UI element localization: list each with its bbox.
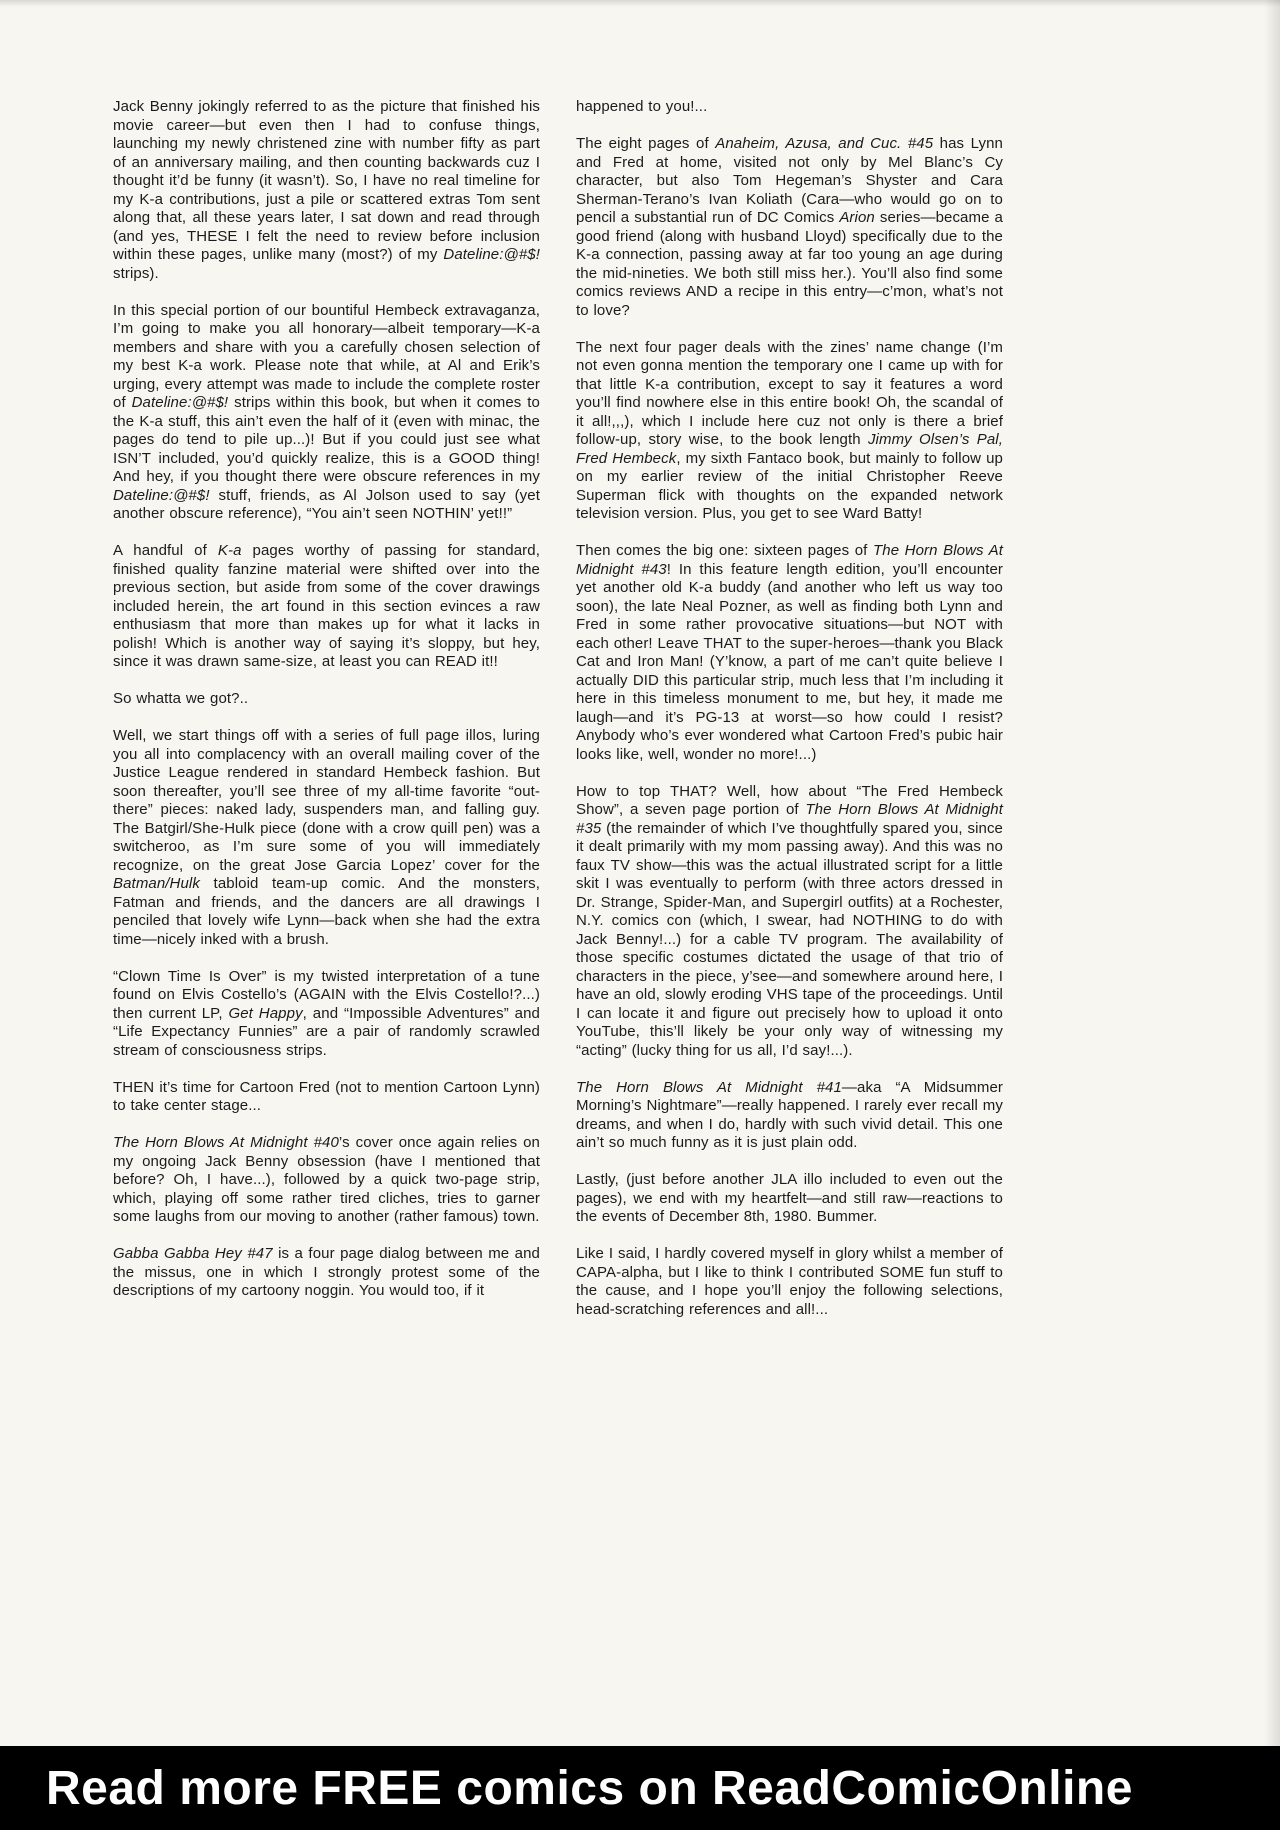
- text-segment: The Horn Blows At Midnight #40: [113, 1134, 339, 1151]
- text-segment: Anaheim, Azusa, and Cuc. #45: [715, 135, 934, 152]
- text-segment: Jack Benny jokingly referred to as the picture that finished his movie career—but even then I had to confuse things, launching my newly christened zine with number fifty as part of an anniversary mailing, and then counting backwards cuz I thought it’d be funny (it wasn’t). So, I have no real timeline for my K-a contributions, just a pile or scattered extras Tom sent along that, all these years later, I sat down and read through (and yes, THESE I felt the need to review before inclusion within these pages, unlike many (most?) of my: [113, 98, 540, 263]
- paragraph: [113, 690, 540, 709]
- paragraph: [113, 1079, 540, 1116]
- paragraph: [113, 968, 540, 1061]
- text-segment: —aka “A Midsummer Morning’s Nightmare”—really happened. I rarely ever recall my dreams, and when I do, hardly with such vivid detail. This one ain’t so much funny as it is just plain odd.: [576, 1078, 1003, 1151]
- paragraph: [113, 1134, 540, 1227]
- text-segment: happened to you!...: [576, 98, 708, 115]
- paragraph: [576, 1079, 1003, 1153]
- article-body: [113, 98, 1003, 1338]
- text-segment: has Lynn and Fred at home, visited not only by Mel Blanc’s Cy character, but also Tom Hegeman’s Shyster and Cara Sherman-Terano’s Ivan Koliath (Cara—who would go on to pencil a substantial run of DC Comics: [576, 135, 1003, 226]
- text-segment: stuff, friends, as Al Jolson used to say (yet another obscure reference), “You ain’t seen NOTHIN’ yet!!”: [113, 486, 540, 522]
- text-segment: strips within this book, but when it comes to the K-a stuff, this ain’t even the half of it (even with minac, the pages do tend to pile up...)! But if you could just see what ISN’T included, you’d quickly realize, this is a GOOD thing! And hey, if you thought there were obscure references in my: [113, 394, 541, 485]
- paragraph: [576, 1245, 1003, 1319]
- text-segment: ’s cover once again relies on my ongoing Jack Benny obsession (have I mentioned that before? Oh, I have...), followed by a quick two-page strip, which, playing off some rather tired cliches, tries to garner some laughs from our moving to another (rather famous) town.: [113, 1134, 540, 1225]
- text-segment: strips).: [113, 264, 159, 282]
- text-segment: Like I said, I hardly covered myself in glory whilst a member of CAPA-alpha, but I like to think I contributed SOME fun stuff to the cause, and I hope you’ll enjoy the following selections, head-scratching references and all!...: [576, 1245, 1003, 1318]
- text-segment: (the remainder of which I’ve thoughtfully spared you, since it dealt primarily with my mom passing away). And this was no faux TV show—this was the actual illustrated script for a little skit I was eventually to perform (with three actors dressed in Dr. Strange, Spider-Man, and Supergirl outfits) at a Rochester, N.Y. comics con (which, I swear, had NOTHING to do with Jack Benny!...) for a cable TV program. The availability of those specific costumes dictated the usage of that trio of characters in the piece, y’see—and somewhere around here, I have an old, slowly eroding VHS tape of the proceedings. Until I can locate it and figure out precisely how to upload it onto YouTube, this’ll likely be your only way of witnessing my “acting” (lucky thing for us all, I’d say!...).: [576, 819, 1003, 1059]
- paragraph: [576, 783, 1003, 1061]
- text-segment: is a four page dialog between me and the missus, one in which I strongly protest some of the descriptions of my cartoony noggin. You would too, if it: [113, 1245, 540, 1299]
- paragraph: [576, 542, 1003, 764]
- paragraph: [576, 135, 1003, 320]
- text-segment: Gabba Gabba Hey #47: [113, 1245, 273, 1262]
- text-segment: pages worthy of passing for standard, finished quality fanzine material were shifted over into the previous section, but aside from some of the cover drawings included herein, the art found in this section evinces a raw enthusiasm that more than makes up for what it lacks in polish! Which is another way of saying it’s sloppy, but hey, since it was drawn same-size, at least you can READ it!!: [113, 542, 540, 670]
- text-segment: tabloid team-up comic. And the monsters, Fatman and friends, and the dancers are all drawings I penciled that lovely wife Lynn—back when she had the extra time—nicely inked with a brush.: [113, 875, 540, 948]
- paragraph: [576, 1171, 1003, 1227]
- text-segment: series—became a good friend (along with husband Lloyd) specifically due to the K-a connection, passing away at far too young an age during the mid-nineties. We both still miss her.). You’ll also find some comics reviews AND a recipe in this entry—c’mon, what’s not to love?: [576, 209, 1003, 319]
- right-column: [576, 98, 1003, 1338]
- text-segment: Batman/Hulk: [113, 875, 200, 892]
- text-segment: ! In this feature length edition, you’ll encounter yet another old K-a buddy (and another who left us way too soon), the late Neal Pozner, as well as finding both Lynn and Fred in some rather provocative situations—but NOT with each other! Leave THAT to the super-heroes—thank you Black Cat and Iron Man! (Y’know, a part of me can’t quite believe I actually DID this particular strip, much less that I’m including it here in this timeless monument to me, but hey, it made me laugh—and it’s PG-13 at worst—so how could I resist? Anybody who’s ever wondered what Cartoon Fred’s pubic hair looks like, well, wonder no more!...): [576, 560, 1003, 763]
- text-segment: THEN it’s time for Cartoon Fred (not to mention Cartoon Lynn) to take center stage...: [113, 1078, 540, 1114]
- paragraph: [113, 542, 540, 672]
- text-segment: Dateline:@#$!: [113, 486, 210, 504]
- text-segment: The Horn Blows At Midnight #35: [576, 801, 1003, 837]
- text-segment: “Clown Time Is Over” is my twisted interpretation of a tune found on Elvis Costello’s (AGAIN with the Elvis Costello!?...) then current LP,: [113, 967, 540, 1022]
- paragraph: [113, 302, 540, 524]
- text-segment: The Horn Blows At Midnight #41: [576, 1078, 842, 1096]
- text-segment: The next four pager deals with the zines’ name change (I’m not even gonna mention the temporary one I came up with for that little K-a contribution, except to say it features a word you’ll find nowhere else in this entire book! Oh, the scandal of it all!,,,), which I include here cuz not only is there a brief follow-up, story wise, to the book length: [576, 338, 1003, 448]
- text-segment: How to top THAT? Well, how about “The Fred Hembeck Show”, a seven page portion of: [576, 782, 1003, 818]
- left-column: [113, 98, 540, 1338]
- text-segment: K-a: [217, 542, 242, 559]
- text-segment: Get Happy: [228, 1004, 303, 1022]
- paragraph: [576, 339, 1003, 524]
- text-segment: The Horn Blows At Midnight #43: [576, 542, 1003, 578]
- text-segment: A handful of: [113, 542, 218, 559]
- text-segment: So whatta we got?..: [113, 690, 249, 707]
- text-segment: , my sixth Fantaco book, but mainly to follow up on my earlier review of the initial Christopher Reeve Superman flick with thoughts on the expanded network television version. Plus, you get to see Ward Batty!: [576, 449, 1003, 522]
- bottom-banner: [0, 1746, 1280, 1830]
- text-segment: The eight pages of: [576, 135, 716, 152]
- paragraph: [113, 98, 540, 283]
- text-segment: Arion: [839, 209, 875, 226]
- text-segment: Jimmy Olsen’s Pal, Fred Hembeck: [576, 431, 1003, 467]
- text-segment: Dateline:@#$!: [131, 394, 229, 411]
- paragraph: [113, 727, 540, 949]
- text-segment: In this special portion of our bountiful Hembeck extravaganza, I’m going to make you all honorary—albeit temporary—K-a members and share with you a carefully chosen selection of my best K-a work. Please note that while, at Al and Erik’s urging, every attempt was made to include the complete roster of: [113, 301, 540, 411]
- text-segment: , and “Impossible Adventures” and “Life Expectancy Funnies” are a pair of randomly scrawled stream of consciousness strips.: [113, 1004, 540, 1059]
- banner-text: Read more FREE comics on ReadComicOnline: [46, 1761, 1133, 1815]
- text-segment: Dateline:@#$!: [443, 246, 540, 263]
- text-segment: Then comes the big one: sixteen pages of: [576, 542, 873, 559]
- text-segment: Lastly, (just before another JLA illo included to even out the pages), we end with my heartfelt—and still raw—reactions to the events of December 8th, 1980. Bummer.: [576, 1171, 1003, 1225]
- paragraph: [576, 98, 1003, 117]
- paragraph: [113, 1245, 540, 1301]
- text-segment: Well, we start things off with a series of full page illos, luring you all into complacency with an overall mailing cover of the Justice League rendered in standard Hembeck fashion. But soon thereafter, you’ll see three of my all-time favorite “out-there” pieces: naked lady, suspenders man, and falling guy. The Batgirl/She-Hulk piece (done with a crow quill pen) was a switcheroo, as I’m sure some of you will immediately recognize, on the great Jose Garcia Lopez’ cover for the: [113, 727, 540, 874]
